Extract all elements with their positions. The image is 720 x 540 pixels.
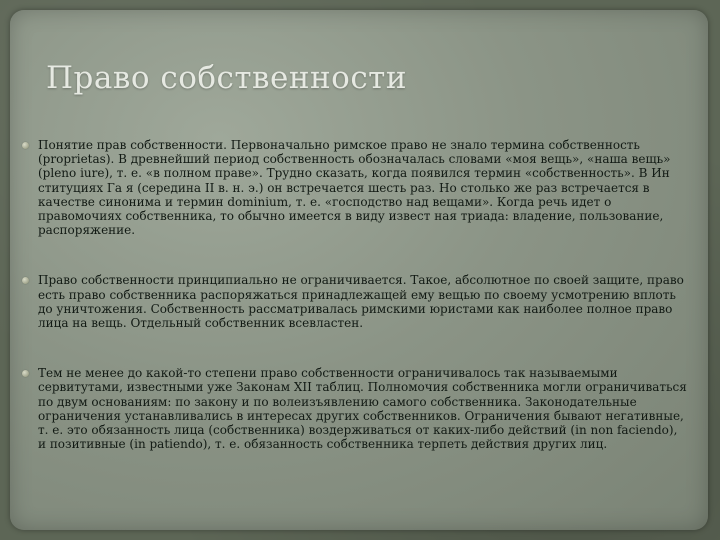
slide-title: Право собственности — [46, 60, 407, 96]
paragraph-text: Понятие прав собственности. Первоначально римское право не знало термина собственность (proprietas). В древнейший период собственность обозначалась словами «моя вещь», «наша вещь» (pleno iure), т. е. «в полном праве». Трудно сказать, когда появился термин «собственность». В Ин ституциях Га я (середина II в. н. э.) он встречается шесть раз. Но столько же раз встречается в качестве синонима и термин dominium, т. е. «господство над вещами». Когда речь идет о правомочиях собственника, то обычно имеется в виду извест ная триада: владение, пользование, распоряжение. — [38, 138, 671, 238]
paragraph-text: Право собственности принципиально не ограничивается. Такое, абсолютное по своей защите, право есть право собственника распоряжаться принадлежащей ему вещью по своему усмотрению вплоть до уничтожения. Собственность рассматривалась римскими юристами как наиболее полное право лица на вещь. Отдельный собственник всевластен. — [38, 273, 684, 331]
bullet-item — [22, 273, 687, 330]
bullet-icon — [22, 142, 29, 149]
bullet-icon — [22, 370, 29, 377]
paragraph-text: Тем не менее до какой-то степени право собственности ограничивалось так называемыми сервитутами, известными уже Законам XII таблиц. Полномочия собственника могли ограничиваться по двум основаниям: по закону и по волеизъявлению самого собственника. Законодательные ограничения устанавливались в интересах других собственников. Ограничения бывают негативные, т. е. это обязанность лица (собственника) воздерживаться от каких-либо действий (in non faciendo), и позитивные (in patiendo), т. е. обязанность собственника терпеть действия других лиц. — [38, 366, 687, 452]
bullet-list — [22, 138, 687, 451]
bullet-icon — [22, 277, 29, 284]
slide — [10, 10, 708, 530]
bullet-item — [22, 138, 687, 237]
bullet-item — [22, 366, 687, 451]
